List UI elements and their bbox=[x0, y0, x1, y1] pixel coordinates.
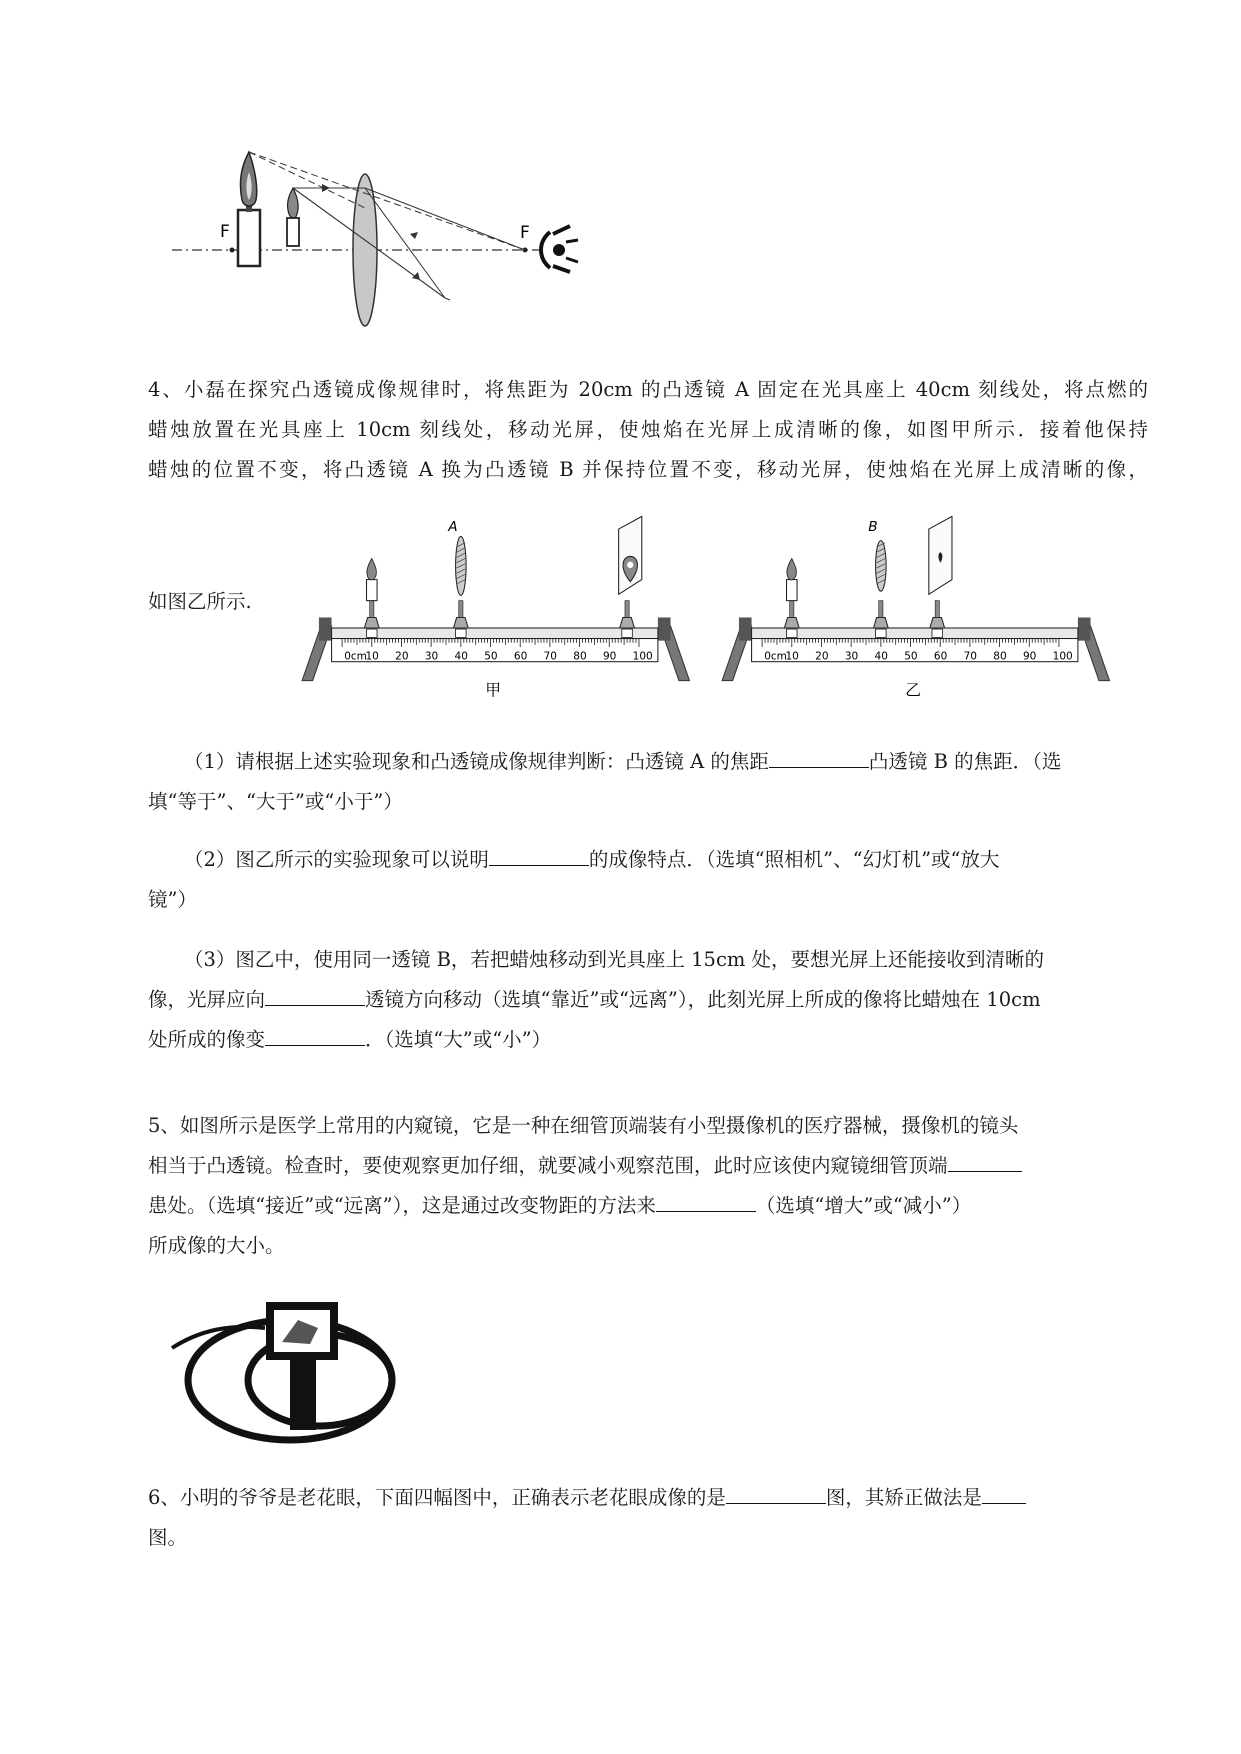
bench-caption: 乙 bbox=[905, 680, 922, 700]
q4-sub3-text: 处所成的像变 bbox=[148, 1028, 266, 1051]
answer-blank[interactable] bbox=[982, 1484, 1026, 1505]
q4-sub-1 bbox=[148, 744, 1148, 820]
ray-parallel bbox=[293, 188, 525, 250]
tick-label: 40 bbox=[874, 650, 888, 663]
bench-rail bbox=[752, 628, 1078, 639]
bench-candle bbox=[367, 559, 378, 601]
q4-line: 蜡烛放置在光具座上 10cm 刻线处，移动光屏，使烛焰在光屏上成清晰的像，如图甲所示．接着他保持 bbox=[148, 418, 1148, 441]
q4-sub2-text: （2）图乙所示的实验现象可以说明 bbox=[184, 848, 489, 871]
tick-label: 80 bbox=[573, 650, 587, 663]
bench-holder bbox=[620, 601, 635, 638]
answer-blank[interactable] bbox=[265, 1026, 365, 1047]
tick-label: 90 bbox=[602, 650, 617, 663]
q5-text: 5、如图所示是医学上常用的内窥镜，它是一种在细管顶端装有小型摄像机的医疗器械，摄像机的镜头 bbox=[148, 1114, 1019, 1137]
tick-label: 20 bbox=[395, 650, 409, 663]
bench-candle bbox=[787, 559, 798, 601]
optical-bench-jia bbox=[300, 508, 700, 708]
ray-tail bbox=[445, 298, 450, 300]
bench-screen bbox=[619, 516, 642, 594]
question-5 bbox=[148, 1108, 1148, 1264]
tick-label: 20 bbox=[815, 650, 829, 663]
lens-label: A bbox=[448, 519, 458, 536]
endoscope-figure bbox=[170, 1280, 410, 1450]
small-candle bbox=[287, 188, 299, 246]
q4-sub2-text: 的成像特点．（选填“照相机”、“幻灯机”或“放大 bbox=[588, 848, 1000, 871]
q4-sub-2 bbox=[148, 842, 1148, 918]
bench-end-block bbox=[739, 617, 752, 640]
dashed-ray bbox=[249, 152, 365, 208]
bench-holder bbox=[453, 601, 468, 638]
bench-end-block bbox=[658, 617, 671, 640]
bench-rail bbox=[332, 628, 658, 639]
answer-blank[interactable] bbox=[948, 1152, 1022, 1173]
tick-label: 80 bbox=[993, 650, 1007, 663]
q6-text: 图，其矫正做法是 bbox=[825, 1486, 982, 1509]
tick-label: 90 bbox=[1022, 650, 1037, 663]
q4-line: 4、小磊在探究凸透镜成像规律时，将焦距为 20cm 的凸透镜 A 固定在光具座上 40cm 刻线处，将点燃的 bbox=[148, 378, 1148, 401]
arrow-head bbox=[410, 232, 418, 239]
answer-blank[interactable] bbox=[489, 846, 589, 867]
q4-line: 蜡烛的位置不变，将凸透镜 A 换为凸透镜 B 并保持位置不变，移动光屏，使烛焰在光屏上成清晰的像， bbox=[148, 458, 1148, 481]
tick-label: 30 bbox=[844, 650, 859, 663]
convex-lens bbox=[353, 174, 377, 326]
tick-label: 0cm bbox=[344, 650, 367, 663]
q4-sub3-text: ．（选填“大”或“小”） bbox=[365, 1028, 552, 1051]
bench-lens bbox=[876, 541, 887, 592]
question-4 bbox=[148, 372, 1148, 488]
tick-label: 100 bbox=[1052, 650, 1073, 663]
tick-label: 50 bbox=[484, 650, 498, 663]
focal-label-right: F bbox=[520, 223, 530, 243]
answer-blank[interactable] bbox=[656, 1192, 756, 1213]
q4-sub3-text: 透镜方向移动（选填“靠近”或“远离”），此刻光屏上所成的像将比蜡烛在 10cm bbox=[365, 988, 1041, 1011]
question-6 bbox=[148, 1480, 1148, 1556]
q4-sub1-text: 填“等于”、“大于”或“小于”） bbox=[148, 790, 403, 813]
lens-label: B bbox=[868, 519, 878, 536]
q4-sub3-text: 像，光屏应向 bbox=[148, 988, 266, 1011]
bench-holder bbox=[930, 601, 945, 638]
q5-text: 相当于凸透镜。检查时，要使观察更加仔细，就要减小观察范围，此时应该使内窥镜细管顶端 bbox=[148, 1154, 948, 1177]
q4-sub1-text: （1）请根据上述实验现象和凸透镜成像规律判断：凸透镜 A 的焦距 bbox=[184, 750, 769, 773]
q5-text: 患处。（选填“接近”或“远离”），这是通过改变物距的方法来 bbox=[148, 1194, 656, 1217]
answer-blank[interactable] bbox=[726, 1484, 826, 1505]
bench-holder bbox=[364, 601, 379, 638]
eye-icon bbox=[541, 226, 578, 272]
tick-label: 50 bbox=[904, 650, 918, 663]
tick-label: 70 bbox=[963, 650, 977, 663]
bench-end-block bbox=[319, 617, 332, 640]
bench-lens bbox=[456, 536, 467, 595]
answer-blank[interactable] bbox=[769, 748, 869, 769]
focal-label-left: F bbox=[220, 222, 230, 242]
large-candle bbox=[238, 152, 260, 266]
tick-label: 60 bbox=[513, 650, 528, 663]
optical-bench-yi bbox=[720, 508, 1120, 708]
bench-holder bbox=[784, 601, 799, 638]
q6-text: 6、小明的爷爷是老花眼，下面四幅图中，正确表示老花眼成像的是 bbox=[148, 1486, 726, 1509]
tick-label: 10 bbox=[365, 650, 379, 663]
q6-text: 图。 bbox=[148, 1526, 188, 1549]
q5-text: （选填“增大”或“减小”） bbox=[755, 1194, 972, 1217]
q4-tail-text: 如图乙所示. bbox=[148, 590, 252, 613]
tick-label: 60 bbox=[933, 650, 948, 663]
focal-point-left bbox=[230, 248, 235, 253]
bench-caption: 甲 bbox=[485, 680, 502, 700]
lens-ray-diagram bbox=[160, 150, 600, 340]
tick-label: 10 bbox=[785, 650, 799, 663]
q5-text: 所成像的大小。 bbox=[148, 1234, 285, 1257]
tick-label: 40 bbox=[454, 650, 468, 663]
tick-label: 100 bbox=[632, 650, 653, 663]
q4-sub1-text: 凸透镜 B 的焦距．（选 bbox=[868, 750, 1062, 773]
bench-screen bbox=[929, 516, 952, 594]
bench-end-block bbox=[1078, 617, 1091, 640]
q4-sub3-text: （3）图乙中，使用同一透镜 B，若把蜡烛移动到光具座上 15cm 处，要想光屏上还能接收到清晰的 bbox=[184, 948, 1045, 971]
tick-label: 0cm bbox=[764, 650, 787, 663]
q4-sub-3 bbox=[148, 942, 1148, 1058]
tick-label: 70 bbox=[543, 650, 557, 663]
arrow-head bbox=[412, 272, 420, 280]
tick-label: 30 bbox=[424, 650, 439, 663]
q4-sub2-text: 镜”） bbox=[148, 888, 197, 911]
bench-holder bbox=[873, 601, 888, 638]
endoscope-handle bbox=[290, 1360, 316, 1430]
answer-blank[interactable] bbox=[265, 986, 365, 1007]
